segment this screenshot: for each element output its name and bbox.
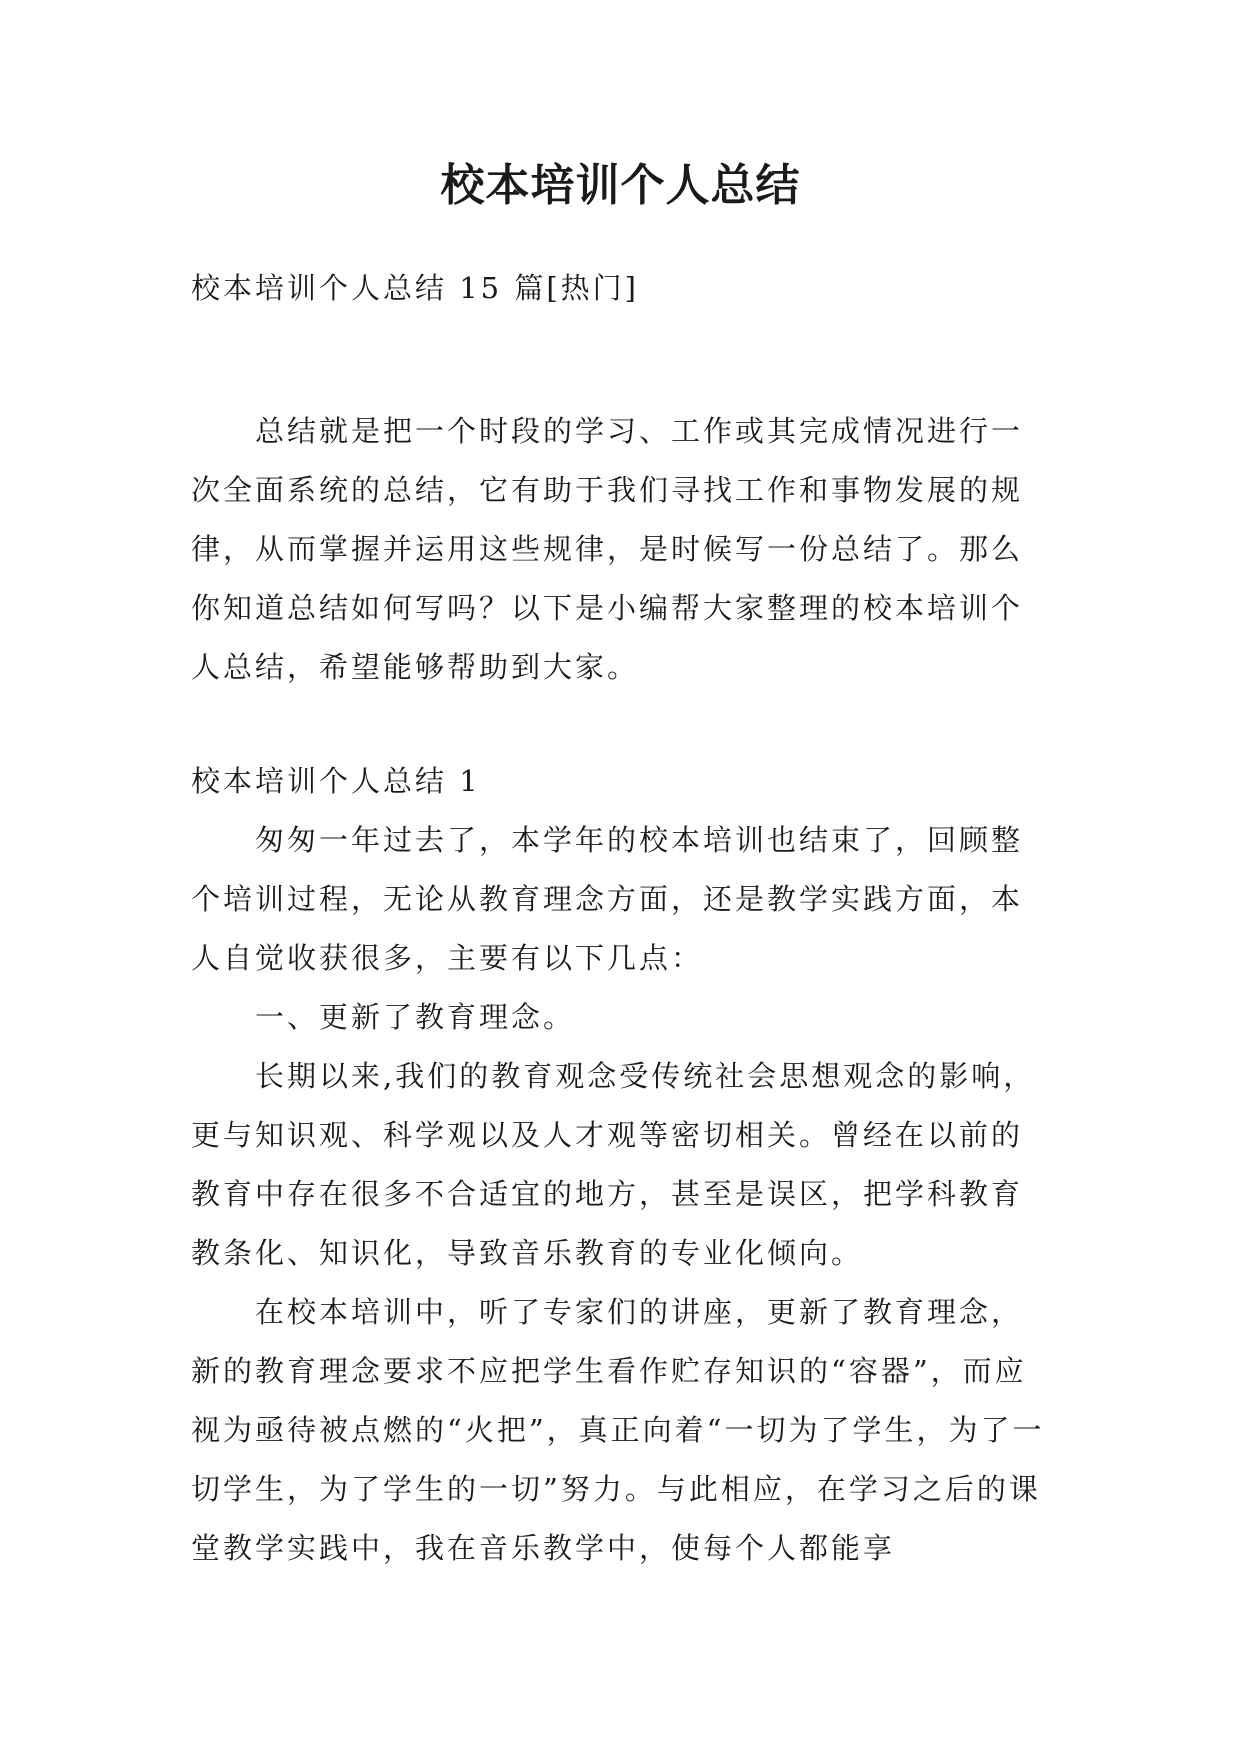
intro-paragraph: 总结就是把一个时段的学习、工作或其完成情况进行一次全面系统的总结，它有助于我们寻找工作和事物发展的规律，从而掌握并运用这些规律，是时候写一份总结了。那么你知道总结如何写吗？以下是小编帮大家整理的校本培训个人总结，希望能够帮助到大家。 — [191, 414, 1024, 684]
section-content — [191, 811, 1053, 1578]
document-title: 校本培训个人总结 — [440, 160, 801, 211]
paragraph: 一、更新了教育理念。 — [255, 1000, 576, 1034]
document-subtitle: 校本培训个人总结 15 篇[热门] — [191, 271, 639, 305]
paragraph: 在校本培训中，听了专家们的讲座，更新了教育理念，新的教育理念要求不应把学生看作贮存知识的“容器”，而应视为亟待被点燃的“火把”，真正向着“一切为了学生，为了一切学生，为了学生的一切”努力。与此相应，在学习之后的课堂教学实践中，我在音乐教学中，使每个人都能享 — [191, 1295, 1045, 1565]
section-heading: 校本培训个人总结 1 — [191, 764, 481, 798]
paragraph: 长期以来,我们的教育观念受传统社会思想观念的影响，更与知识观、科学观以及人才观等密切相关。曾经在以前的教育中存在很多不合适宜的地方，甚至是误区，把学科教育教条化、知识化，导致音乐教育的专业化倾向。 — [191, 1059, 1036, 1270]
paragraph: 匆匆一年过去了，本学年的校本培训也结束了，回顾整个培训过程，无论从教育理念方面，还是教学实践方面，本人自觉收获很多，主要有以下几点： — [191, 823, 1024, 975]
